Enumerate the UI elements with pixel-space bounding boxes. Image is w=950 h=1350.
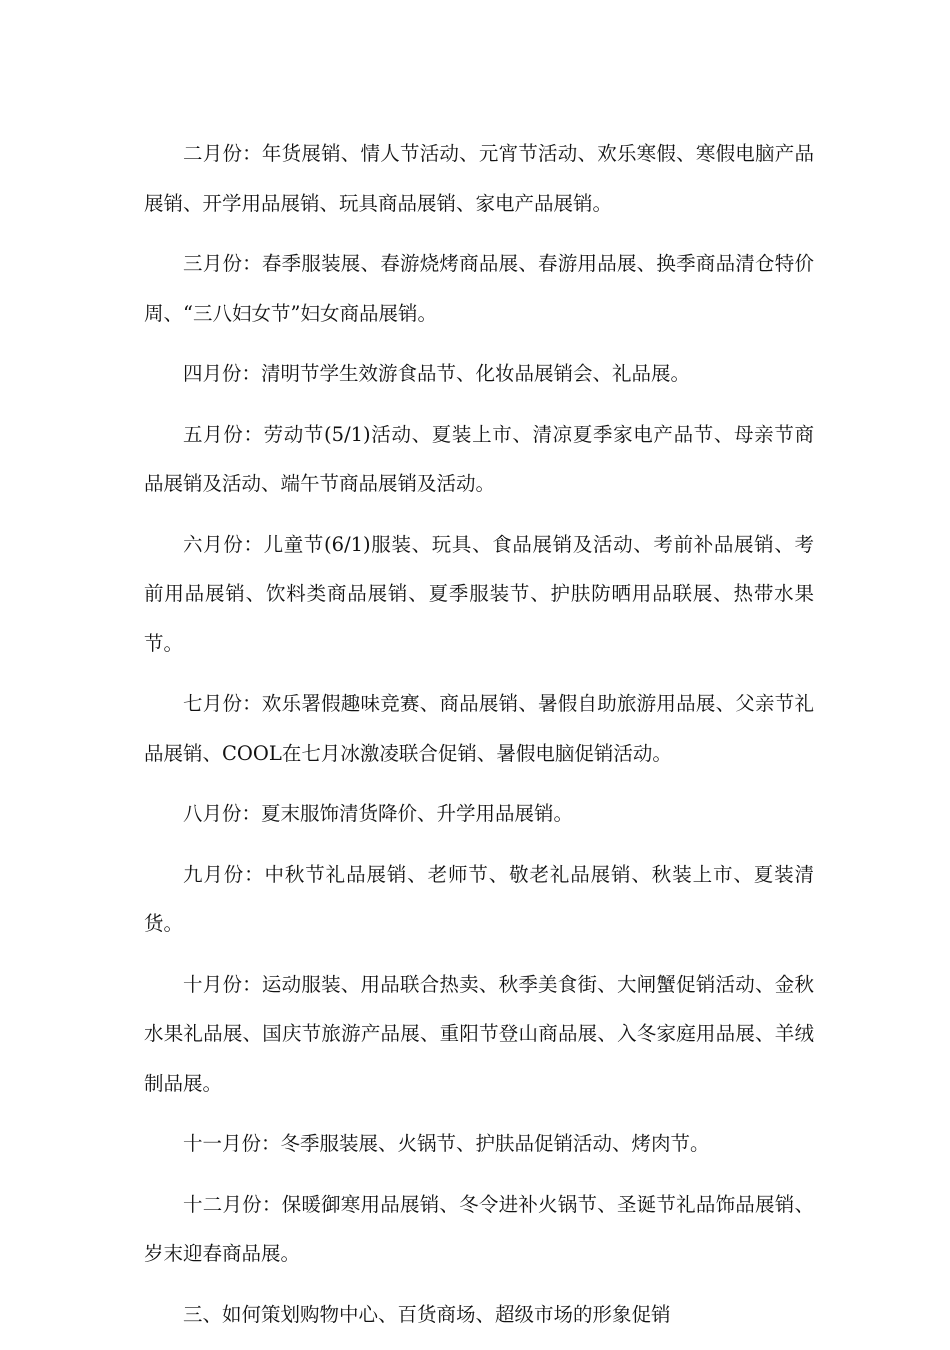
paragraph-june: 六月份：儿童节(6/1)服装、玩具、食品展销及活动、考前补品展销、考前用品展销、饮料类商品展销、夏季服装节、护肤防晒用品联展、热带水果节。	[144, 532, 814, 655]
paragraph-march: 三月份：春季服装展、春游烧烤商品展、春游用品展、换季商品清仓特价周、“三八妇女节”妇女商品展销。	[144, 252, 814, 325]
paragraph-november: 十一月份：冬季服装展、火锅节、护肤品促销活动、烤肉节。	[183, 1132, 710, 1155]
paragraph-october: 十月份：运动服装、用品联合热卖、秋季美食街、大闸蟹促销活动、金秋水果礼品展、国庆节旅游产品展、重阳节登山商品展、入冬家庭用品展、羊绒制品展。	[144, 972, 814, 1095]
section-heading: 三、如何策划购物中心、百货商场、超级市场的形象促销	[183, 1302, 671, 1326]
paragraph-august: 八月份：夏末服饰清货降价、升学用品展销。	[183, 802, 574, 825]
document-body	[144, 129, 814, 1350]
paragraph-september: 九月份：中秋节礼品展销、老师节、敬老礼品展销、秋装上市、夏装清货。	[144, 862, 814, 935]
paragraph-december: 十二月份：保暖御寒用品展销、冬令进补火锅节、圣诞节礼品饰品展销、岁末迎春商品展。	[144, 1192, 814, 1265]
paragraph-july: 七月份：欢乐署假趣味竞赛、商品展销、暑假自助旅游用品展、父亲节礼品展销、COOL在七月冰激凌联合促销、暑假电脑促销活动。	[144, 692, 814, 765]
paragraph-april: 四月份：清明节学生效游食品节、化妆品展销会、礼品展。	[183, 362, 691, 385]
paragraph-may: 五月份：劳动节(5/1)活动、夏装上市、清凉夏季家电产品节、母亲节商品展销及活动、端午节商品展销及活动。	[144, 422, 814, 495]
paragraph-february: 二月份：年货展销、情人节活动、元宵节活动、欢乐寒假、寒假电脑产品展销、开学用品展销、玩具商品展销、家电产品展销。	[144, 142, 814, 215]
